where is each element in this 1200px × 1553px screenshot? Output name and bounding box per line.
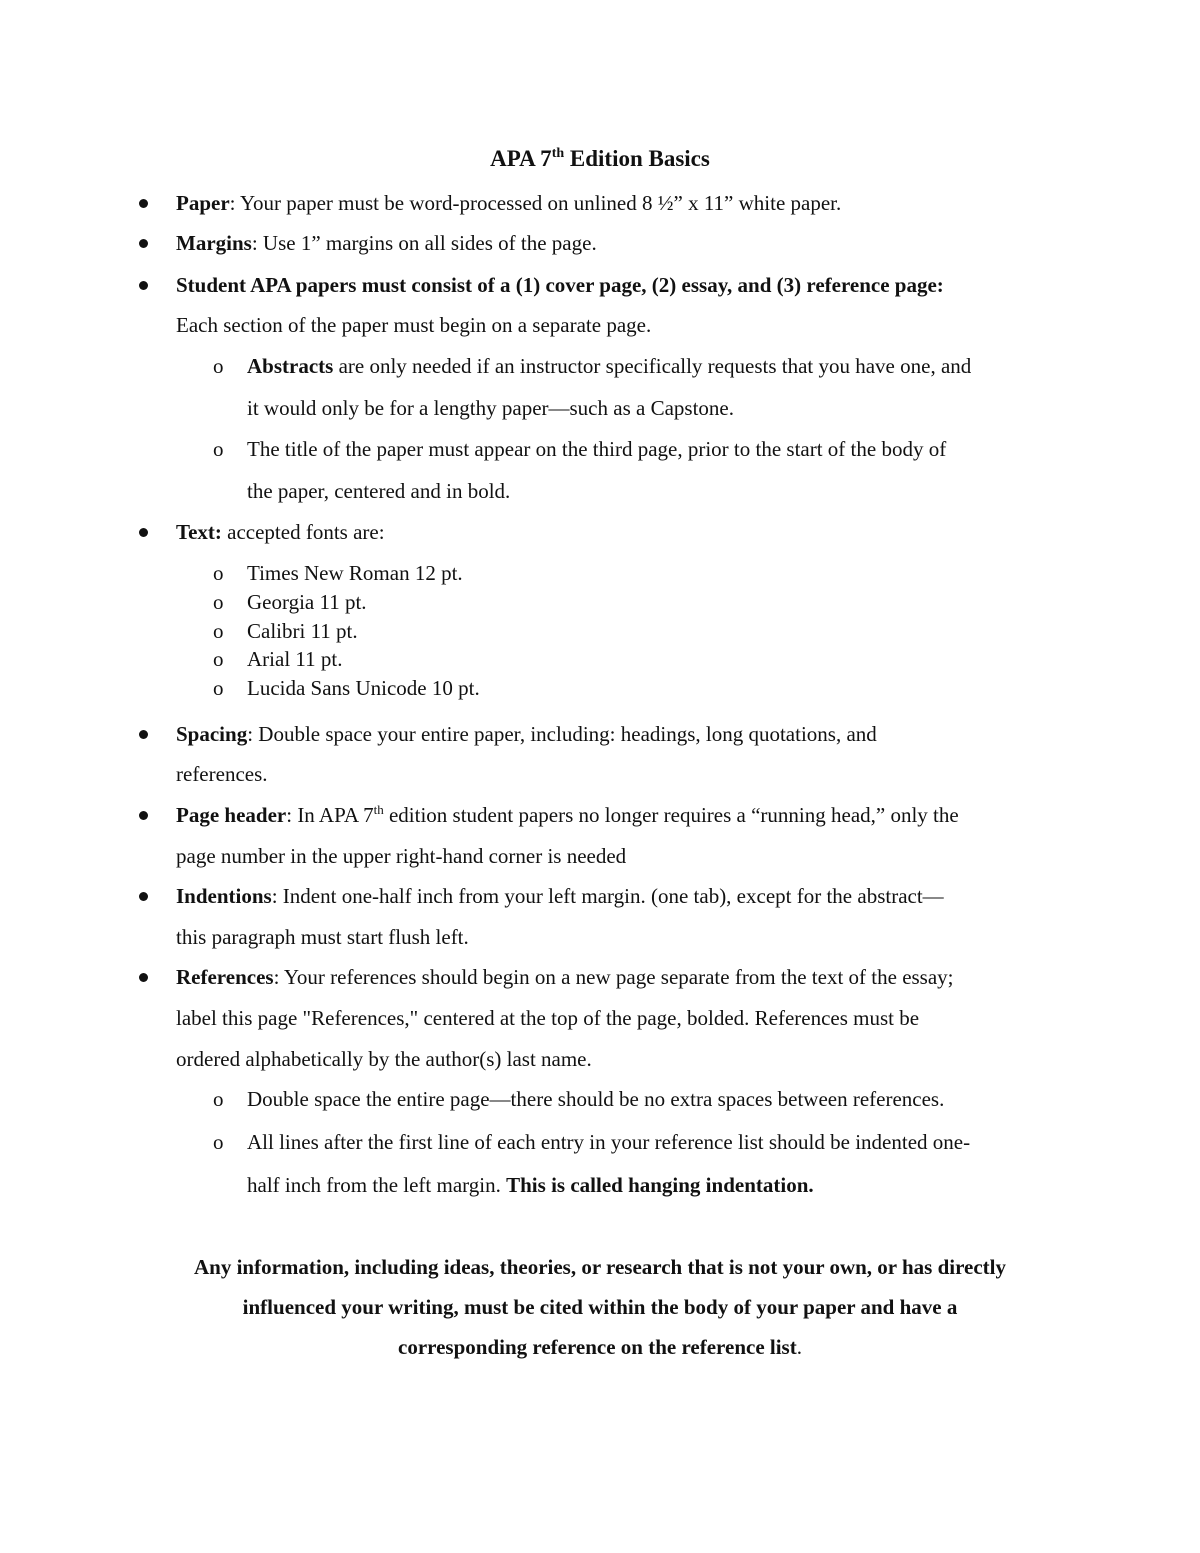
font-list-item: Calibri 11 pt. [247, 619, 358, 643]
indentions-term: Indentions [176, 884, 272, 908]
indentions-text: : Indent one-half inch from your left margin. (one tab), except for the abstract— [271, 884, 944, 908]
title-text: APA 7 [490, 146, 552, 171]
page-header-post: edition student papers no longer requires a “running head,” only the [383, 803, 959, 827]
bullet-icon [139, 973, 148, 982]
abstracts-line2: it would only be for a lengthy paper—such as a Capstone. [247, 396, 734, 420]
spacing-term: Spacing [176, 722, 248, 746]
sub-bullet-marker: o [213, 437, 224, 461]
closing-line2: influenced your writing, must be cited within the body of your paper and have a [242, 1295, 958, 1319]
margins-text: : Use 1” margins on all sides of the page. [251, 231, 597, 255]
bullet-icon [139, 811, 148, 820]
sub-bullet-marker: o [213, 1130, 224, 1154]
title-page-subitem: The title of the paper must appear on the third page, prior to the start of the body of [247, 437, 947, 461]
abstracts-subitem [247, 353, 971, 379]
abstracts-text: are only needed if an instructor specifically requests that you have one, and [333, 354, 972, 378]
indentions-item [176, 883, 944, 909]
text-term: Text: [176, 520, 222, 544]
sub-bullet-marker: o [213, 1087, 224, 1111]
structure-item [176, 272, 944, 298]
bullet-icon [139, 281, 148, 290]
indentions-line2: this paragraph must start flush left. [176, 925, 469, 949]
structure-term: Student APA papers must consist of a (1) cover page, (2) essay, and (3) reference page: [176, 273, 944, 297]
closing-line3-text: corresponding reference on the reference list [398, 1335, 797, 1359]
closing-line3 [0, 1334, 1200, 1360]
bullet-icon [139, 730, 148, 739]
structure-line2: Each section of the paper must begin on a separate page. [176, 313, 652, 337]
hanging-indent-bold: This is called hanging indentation. [506, 1173, 814, 1197]
font-list-item: Lucida Sans Unicode 10 pt. [247, 676, 480, 700]
bullet-icon [139, 528, 148, 537]
title-rest: Edition Basics [564, 146, 710, 171]
margins-item [176, 230, 597, 256]
font-list-item: Arial 11 pt. [247, 647, 343, 671]
paper-text: : Your paper must be word-processed on unlined 8 ½” x 11” white paper. [229, 191, 842, 215]
sub-bullet-marker: o [213, 590, 224, 614]
sub-bullet-marker: o [213, 676, 224, 700]
page-header-pre: : In APA 7 [286, 803, 374, 827]
spacing-item [176, 721, 877, 747]
references-item [176, 964, 954, 990]
spacing-text: : Double space your entire paper, including: headings, long quotations, and [247, 722, 877, 746]
hanging-indent-subitem: All lines after the first line of each entry in your reference list should be indented one- [247, 1130, 971, 1154]
font-list-item: Times New Roman 12 pt. [247, 561, 463, 585]
font-list-item: Georgia 11 pt. [247, 590, 367, 614]
sub-bullet-marker: o [213, 561, 224, 585]
text-text: accepted fonts are: [221, 520, 385, 544]
page-header-sup: th [373, 802, 384, 817]
paper-term: Paper [176, 191, 230, 215]
title-page-line2: the paper, centered and in bold. [247, 479, 511, 503]
bullet-icon [139, 239, 148, 248]
page-header-term: Page header [176, 803, 287, 827]
references-line3: ordered alphabetically by the author(s) last name. [176, 1047, 592, 1071]
spacing-line2: references. [176, 762, 268, 786]
abstracts-term: Abstracts [247, 354, 334, 378]
page-header-line2: page number in the upper right-hand corner is needed [176, 844, 627, 868]
page-title [0, 145, 1200, 173]
sub-bullet-marker: o [213, 619, 224, 643]
references-line2: label this page "References," centered at the top of the page, bolded. References must be [176, 1006, 920, 1030]
page-header-item [176, 802, 959, 828]
references-term: References [176, 965, 274, 989]
margins-term: Margins [176, 231, 252, 255]
hanging-indent-line2 [247, 1172, 814, 1198]
bullet-icon [139, 199, 148, 208]
paper-item [176, 190, 841, 216]
bullet-icon [139, 892, 148, 901]
references-subitem: Double space the entire page—there should be no extra spaces between references. [247, 1087, 945, 1111]
closing-period: . [796, 1335, 802, 1359]
hanging-indent-plain: half inch from the left margin. [247, 1173, 507, 1197]
title-superscript: th [551, 146, 565, 161]
references-text: : Your references should begin on a new page separate from the text of the essay; [273, 965, 954, 989]
sub-bullet-marker: o [213, 354, 224, 378]
sub-bullet-marker: o [213, 647, 224, 671]
text-item [176, 519, 385, 545]
closing-line1: Any information, including ideas, theories, or research that is not your own, or has directly [193, 1255, 1007, 1279]
